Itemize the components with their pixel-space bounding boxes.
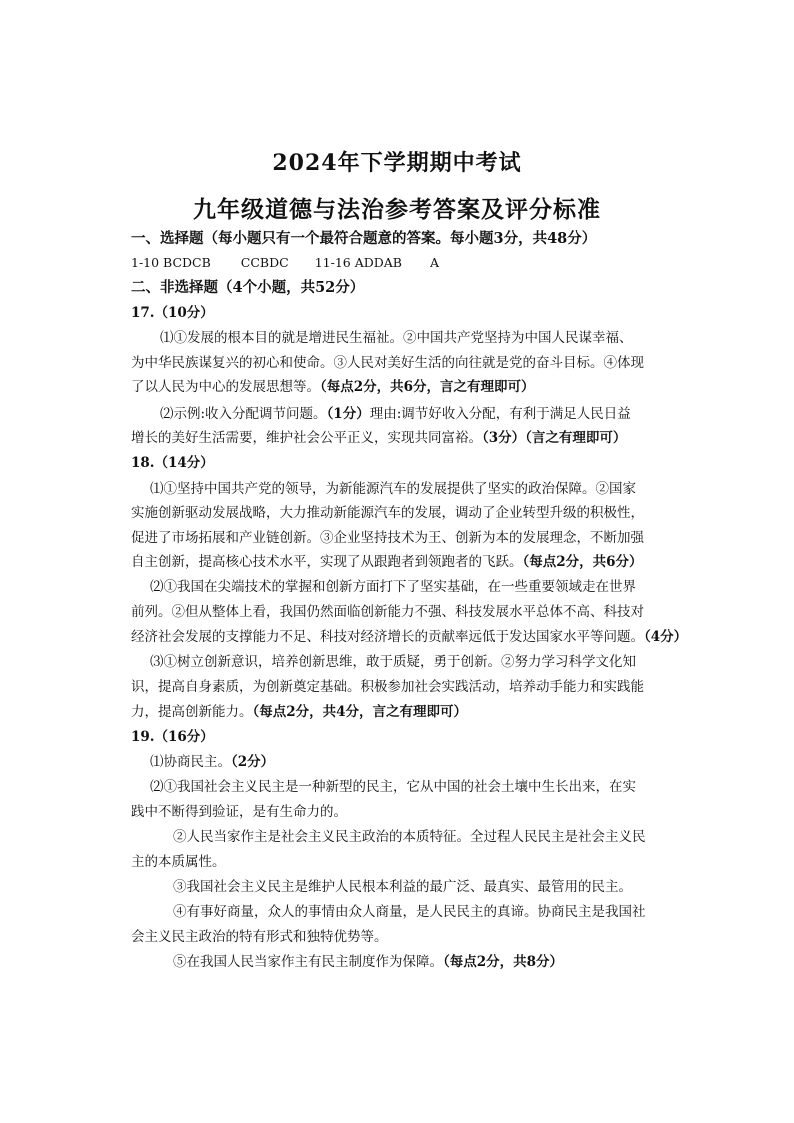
- q17-p2-line2: [131, 429, 671, 447]
- q18-number: 18.: [131, 455, 155, 471]
- q19-number: 19.: [131, 729, 155, 745]
- q18-header: [131, 454, 671, 472]
- q18-p1-line4: [131, 553, 671, 571]
- q18-p2-line1: ⑵①我国在尖端技术的掌握和创新方面打下了坚实基础，在一些重要领域走在世界: [150, 579, 636, 595]
- q18-p3-line1: ⑶①树立创新意识，培养创新思维，敢于质疑，勇于创新。②努力学习科学文化知: [150, 654, 636, 670]
- q19-p5-line1: ④有事好商量，众人的事情由众人商量，是人民民主的真谛。协商民主是我国社: [173, 904, 646, 920]
- q17-p2-score-b: （3分）（言之有理即可）: [482, 430, 627, 446]
- q19-p2-line2: 践中不断得到验证，是有生命力的。: [131, 804, 347, 820]
- q17-p1-line3: [131, 378, 671, 396]
- section1-heading: 一、选择题（每小题只有一个最符合题意的答案。每小题3分，共48分）: [131, 230, 597, 247]
- q18-p3-line2: 识，提高自身素质，为创新奠定基础。积极参加社会实践活动，培养动手能力和实践能: [131, 679, 644, 695]
- q19-p3-line2: 主的本质属性。: [131, 854, 226, 870]
- q19-p5-line2: 会主义民主政治的特有形式和独特优势等。: [131, 929, 388, 945]
- q17-p2-text-a: ⑵示例:收入分配调节问题。: [160, 406, 327, 422]
- q18-p1-line2: 实施创新驱动发展战略，大力推动新能源汽车的发展，调动了企业转型升级的积极性，: [131, 505, 644, 521]
- q19-p3-line1: ②人民当家作主是社会主义民主政治的本质特征。全过程人民民主是社会主义民: [173, 829, 646, 845]
- q19-p6-scoring: （每点2分，共8分）: [443, 954, 564, 970]
- document-title: 2024年下学期期中考试: [272, 150, 522, 176]
- q17-p1-scoring: （每点2分，共6分，言之有理即可）: [320, 379, 535, 395]
- q19-p2-line1: ⑵①我国社会主义民主是一种新型的民主，它从中国的社会土壤中生长出来，在实: [150, 779, 636, 795]
- q19-header: [131, 728, 671, 746]
- q19-p1: [150, 753, 690, 771]
- q18-score: （14分）: [154, 455, 214, 471]
- answers-group-2: CCBDC: [240, 255, 289, 270]
- q17-number: 17.: [131, 305, 155, 321]
- q18-p2-line2: 前列。②但从整体上看，我国仍然面临创新能力不强、科技发展水平总体不高、科技对: [131, 604, 644, 620]
- q19-p6-text: ⑤在我国人民当家作主有民主制度作为保障。: [173, 954, 443, 970]
- answers-group-1: 1-10 BCDCB: [131, 255, 211, 270]
- q17-header: [131, 304, 671, 322]
- q18-p1-scoring: （每点2分，共6分）: [522, 554, 643, 570]
- q18-p1-line3: 促进了市场拓展和产业链创新。③企业坚持技术为王、创新为本的发展理念，不断加强: [131, 530, 644, 546]
- answers-group-3: 11-16 ADDAB: [314, 255, 402, 270]
- q17-p2-score-a: （1分）: [326, 406, 370, 422]
- q17-p1-text: 了以人民为中心的发展思想等。: [131, 379, 320, 395]
- q19-p6: [173, 953, 713, 971]
- q17-p2-line1: [160, 405, 700, 423]
- q17-p1-line2: 为中华民族谋复兴的初心和使命。③人民对美好生活的向往就是党的奋斗目标。④体现: [131, 355, 644, 371]
- answers-group-4: A: [429, 255, 439, 270]
- document-subtitle: 九年级道德与法治参考答案及评分标准: [193, 196, 601, 223]
- q18-p2-text: 经济社会发展的支撑能力不足、科技对经济增长的贡献率远低于发达国家水平等问题。: [131, 629, 644, 645]
- q19-score: （16分）: [154, 729, 214, 745]
- q19-p1-scoring: （2分）: [231, 754, 275, 770]
- q17-p1-line1: ⑴①发展的根本目的就是增进民生福祉。②中国共产党坚持为中国人民谋幸福、: [160, 330, 633, 346]
- q19-p1-text: ⑴协商民主。: [150, 754, 231, 770]
- q18-p1-text: 自主创新，提高核心技术水平，实现了从跟跑者到领跑者的飞跃。: [131, 554, 523, 570]
- q18-p3-text: 力，提高创新能力。: [131, 704, 253, 720]
- choice-answers: [131, 254, 671, 272]
- section2-heading: 二、非选择题（4个小题，共52分）: [131, 279, 365, 296]
- q19-p4: ③我国社会主义民主是维护人民根本利益的最广泛、最真实、最管用的民主。: [173, 879, 632, 895]
- q17-p2-text-b: 理由:调节好收入分配，有利于满足人民日益: [369, 406, 631, 422]
- q18-p3-line3: [131, 703, 671, 721]
- q18-p2-scoring: （4分）: [644, 629, 688, 645]
- q17-p2-text-c: 增长的美好生活需要，维护社会公平正义，实现共同富裕。: [131, 430, 482, 446]
- q18-p3-scoring: （每点2分，共4分，言之有理即可）: [252, 704, 468, 720]
- q17-score: （10分）: [154, 305, 214, 321]
- q18-p1-line1: ⑴①坚持中国共产党的领导，为新能源汽车的发展提供了坚实的政治保障。②国家: [150, 481, 636, 497]
- q18-p2-line3: [131, 628, 688, 646]
